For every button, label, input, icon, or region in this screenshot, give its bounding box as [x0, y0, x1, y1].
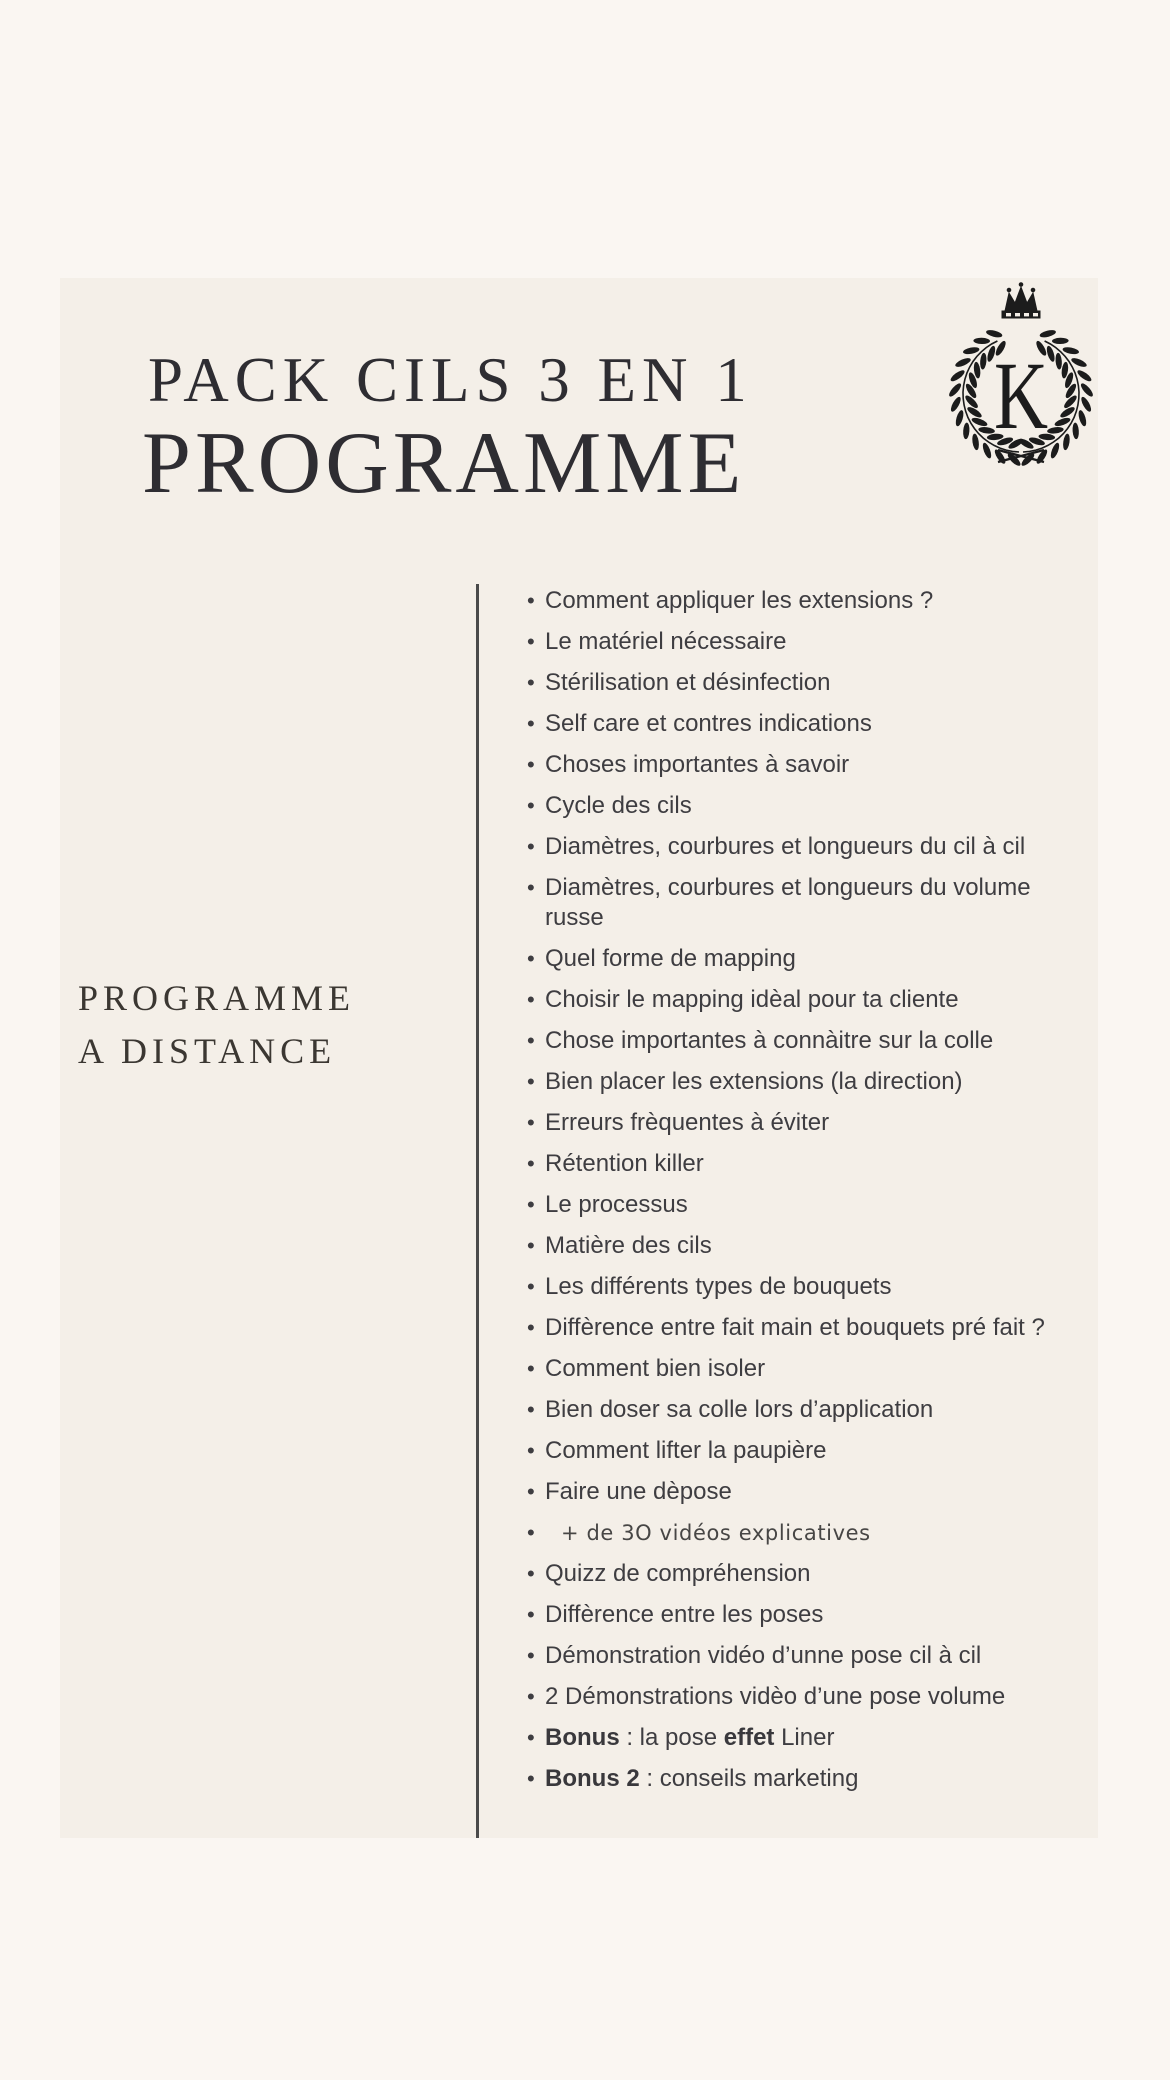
page-title: [142, 345, 753, 512]
side-label-line-1: PROGRAMME: [78, 978, 356, 1018]
bullet-icon: •: [527, 875, 535, 900]
list-item: [527, 1149, 1117, 1179]
list-item: [527, 1682, 1117, 1712]
bullet-icon: •: [527, 834, 535, 859]
crown-icon: [1002, 283, 1040, 318]
k-monogram-text: K: [993, 342, 1049, 450]
list-item: [527, 873, 1117, 933]
list-item: [527, 1395, 1117, 1425]
bullet-icon: •: [527, 1397, 535, 1422]
list-item: [527, 1026, 1117, 1056]
list-item: [527, 709, 1117, 739]
list-item-text: Faire une dèpose: [545, 1478, 732, 1505]
list-item: [527, 1764, 1117, 1794]
list-item-text: Comment lifter la paupière: [545, 1437, 827, 1464]
list-item-text: Choisir le mapping idèal pour ta cliente: [545, 986, 959, 1013]
list-item-text: Bonus 2 : conseils marketing: [545, 1765, 859, 1792]
side-label: [78, 972, 355, 1078]
list-item: [527, 944, 1117, 974]
list-item-text: Cycle des cils: [545, 792, 692, 819]
bullet-icon: •: [527, 1274, 535, 1299]
bullet-icon: •: [527, 711, 535, 736]
list-item: [527, 1436, 1117, 1466]
title-line-2: PROGRAMME: [142, 415, 746, 512]
side-label-line-2: A DISTANCE: [78, 1031, 337, 1071]
bullet-icon: •: [527, 1151, 535, 1176]
list-item: [527, 1600, 1117, 1630]
bullet-icon: •: [527, 629, 535, 654]
list-item: [527, 627, 1117, 657]
title-line-1: PACK CILS 3 EN 1: [148, 345, 753, 415]
list-item: [527, 1190, 1117, 1220]
bullet-icon: •: [527, 1438, 535, 1463]
bullet-icon: •: [527, 1233, 535, 1258]
list-item-text: Quel forme de mapping: [545, 945, 796, 972]
list-item: [527, 1231, 1117, 1261]
list-item: [527, 1354, 1117, 1384]
list-item: [527, 1313, 1117, 1343]
list-item: [527, 1477, 1117, 1507]
list-item-text: Quizz de compréhension: [545, 1560, 811, 1587]
list-item-text: Le matériel nécessaire: [545, 628, 787, 655]
bullet-icon: •: [527, 793, 535, 818]
bullet-icon: •: [527, 1602, 535, 1627]
list-item: [527, 586, 1117, 616]
wreath-stem-tails: [998, 450, 1044, 462]
list-item: [527, 668, 1117, 698]
bullet-icon: •: [527, 987, 535, 1012]
bullet-icon: •: [527, 1479, 535, 1504]
bullet-icon: •: [527, 1110, 535, 1135]
list-item-text: Diffèrence entre les poses: [545, 1601, 824, 1628]
list-item-text: Rétention killer: [545, 1150, 704, 1177]
bullet-icon: •: [527, 1192, 535, 1217]
list-item: [527, 791, 1117, 821]
topics-list: [527, 586, 1117, 1805]
list-item: [527, 1518, 1117, 1548]
list-item-text: Choses importantes à savoir: [545, 751, 850, 778]
list-item: [527, 1067, 1117, 1097]
list-item-text: Démonstration vidéo d’unne pose cil à cil: [545, 1642, 982, 1669]
bullet-icon: •: [527, 1520, 535, 1545]
bullet-icon: •: [527, 752, 535, 777]
bullet-icon: •: [527, 1725, 535, 1750]
list-item-text: Bien placer les extensions (la direction): [545, 1068, 963, 1095]
bullet-icon: •: [527, 1356, 535, 1381]
bullet-icon: •: [527, 1315, 535, 1340]
bullet-icon: •: [527, 588, 535, 613]
list-item-text: Matière des cils: [545, 1232, 712, 1259]
list-item: [527, 1272, 1117, 1302]
bullet-icon: •: [527, 1069, 535, 1094]
list-item: [527, 750, 1117, 780]
list-item: [527, 1559, 1117, 1589]
list-item-text: Les différents types de bouquets: [545, 1273, 892, 1300]
bullet-icon: •: [527, 670, 535, 695]
list-item-text: Comment bien isoler: [545, 1355, 766, 1382]
list-item-text: Diffèrence entre fait main et bouquets pré fait ?: [545, 1314, 1045, 1341]
list-item-text: Erreurs frèquentes à éviter: [545, 1109, 830, 1136]
list-item: [527, 1108, 1117, 1138]
list-item-text: Chose importantes à connàitre sur la colle: [545, 1027, 994, 1054]
list-item-text: 2 Démonstrations vidèo d’une pose volume: [545, 1683, 1006, 1710]
list-item: [527, 1723, 1117, 1753]
list-item-text: Self care et contres indications: [545, 710, 872, 737]
bullet-icon: •: [527, 1684, 535, 1709]
bullet-icon: •: [527, 1028, 535, 1053]
bullet-icon: •: [527, 1561, 535, 1586]
bullet-icon: •: [527, 946, 535, 971]
list-item-text: Diamètres, courbures et longueurs du volume russe: [545, 874, 1031, 931]
list-item-text: Bien doser sa colle lors d’application: [545, 1396, 934, 1423]
k-monogram-logo: [936, 280, 1106, 470]
bullet-icon: •: [527, 1643, 535, 1668]
list-item-text: Stérilisation et désinfection: [545, 669, 831, 696]
list-item: [527, 985, 1117, 1015]
list-item-text: Le processus: [545, 1191, 688, 1218]
list-item-text: Bonus : la pose effet Liner: [545, 1724, 835, 1751]
list-item-text: Comment appliquer les extensions ?: [545, 587, 934, 614]
list-item-text: Diamètres, courbures et longueurs du cil à cil: [545, 833, 1026, 860]
list-item: [527, 1641, 1117, 1671]
list-item-text: + de 3O vidéos explicatives: [561, 1521, 871, 1545]
list-item: [527, 832, 1117, 862]
bullet-icon: •: [527, 1766, 535, 1791]
vertical-divider-line: [476, 584, 479, 1838]
